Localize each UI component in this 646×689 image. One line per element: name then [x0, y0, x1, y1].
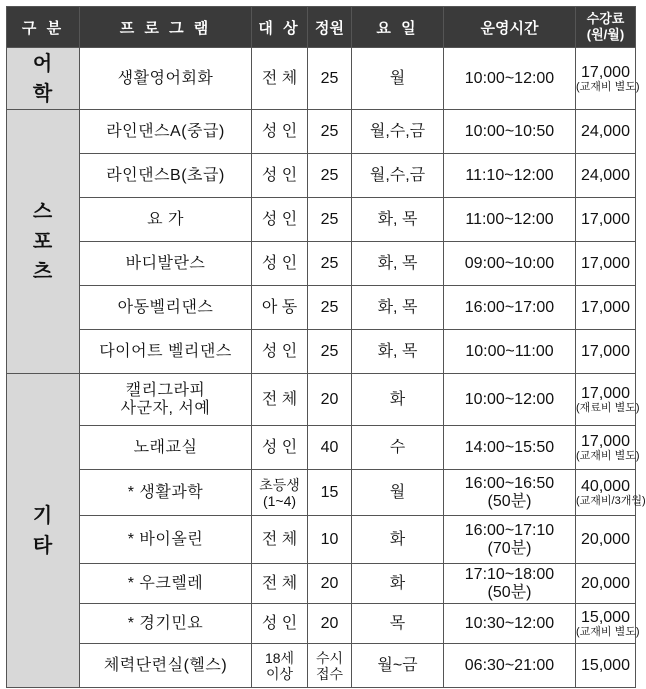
- program-cell: [80, 564, 252, 604]
- days-cell: 월~금: [352, 644, 444, 688]
- days-cell: 월: [352, 470, 444, 516]
- program-line: 아동벨리댄스: [117, 298, 214, 316]
- program-cell: [80, 644, 252, 688]
- fee-note: (교재비 별도): [576, 626, 640, 638]
- table-row: [7, 330, 636, 374]
- days-cell: 목: [352, 604, 444, 644]
- fee-note: (교재비/3개월): [576, 495, 646, 507]
- hours-line: 16:00~17:10: [464, 521, 555, 539]
- days-cell: 화, 목: [352, 286, 444, 330]
- capacity-line: 25: [320, 254, 339, 272]
- header-row: [7, 7, 636, 48]
- target-cell: [252, 470, 308, 516]
- capacity-line: 25: [320, 298, 339, 316]
- fee-cell: [576, 604, 640, 644]
- target-cell: [252, 110, 308, 154]
- hours-cell: [444, 330, 576, 374]
- days-cell: 화, 목: [352, 330, 444, 374]
- capacity-cell: [308, 330, 352, 374]
- target-cell: [252, 286, 308, 330]
- program-cell: [80, 470, 252, 516]
- capacity-line: 25: [320, 122, 339, 140]
- header-fee-line2: (원/월): [586, 27, 625, 42]
- category-char: 츠: [32, 260, 54, 283]
- capacity-cell: [308, 564, 352, 604]
- fee-cell: [576, 564, 636, 604]
- fee-amount: 17,000: [581, 255, 630, 272]
- table-row: [7, 374, 636, 426]
- hours-cell: [444, 516, 576, 564]
- capacity-cell: [308, 198, 352, 242]
- category-cell-sports: [7, 110, 80, 374]
- capacity-cell: [308, 426, 352, 470]
- days-cell: 화: [352, 516, 444, 564]
- table-row: [7, 154, 636, 198]
- days-cell: 월,수,금: [352, 154, 444, 198]
- capacity-line: 25: [320, 166, 339, 184]
- program-cell: [80, 426, 252, 470]
- program-cell: [80, 110, 252, 154]
- target-line: 18세: [264, 649, 295, 666]
- category-char: 학: [32, 82, 54, 105]
- program-line: 바디발란스: [125, 254, 206, 272]
- capacity-line: 10: [320, 530, 339, 548]
- header-hours: 운영시간: [444, 7, 576, 48]
- fee-amount: 20,000: [581, 575, 630, 592]
- capacity-cell: [308, 242, 352, 286]
- target-cell: [252, 604, 308, 644]
- hours-line: 14:00~15:50: [464, 438, 555, 456]
- program-line: 노래교실: [133, 438, 198, 456]
- target-line: (1~4): [262, 492, 297, 509]
- capacity-line: 15: [320, 483, 339, 501]
- days-cell: 화: [352, 564, 444, 604]
- days-cell: 수: [352, 426, 444, 470]
- target-line: 초등생: [259, 476, 300, 493]
- table-row: [7, 48, 636, 110]
- target-line: 성 인: [261, 122, 298, 140]
- fee-cell: [576, 286, 636, 330]
- program-line: 다이어트 벨리댄스: [99, 342, 232, 360]
- hours-cell: [444, 48, 576, 110]
- hours-line: 09:00~10:00: [464, 254, 555, 272]
- table-row: [7, 242, 636, 286]
- target-line: 성 인: [261, 166, 298, 184]
- hours-cell: [444, 374, 576, 426]
- capacity-line: 20: [320, 574, 339, 592]
- program-cell: [80, 48, 252, 110]
- hours-line: (50분): [487, 492, 532, 510]
- program-cell: [80, 242, 252, 286]
- target-cell: [252, 374, 308, 426]
- hours-cell: [444, 564, 576, 604]
- program-line: * 생활과학: [127, 483, 204, 501]
- fee-cell: [576, 374, 640, 426]
- program-line: 라인댄스B(초급): [106, 166, 225, 184]
- capacity-cell: [308, 516, 352, 564]
- hours-cell: [444, 242, 576, 286]
- target-line: 성 인: [261, 614, 298, 632]
- category-cell-other: [7, 374, 80, 688]
- program-cell: [80, 286, 252, 330]
- fee-amount: 15,000: [581, 609, 630, 626]
- program-line: 캘리그라피: [125, 381, 206, 399]
- hours-cell: [444, 110, 576, 154]
- program-line: 생활영어회화: [117, 69, 214, 87]
- program-cell: [80, 374, 252, 426]
- capacity-cell: [308, 644, 352, 688]
- table-row: [7, 426, 636, 470]
- header-program: 프 로 그 램: [80, 7, 252, 48]
- target-line: 성 인: [261, 438, 298, 456]
- table-body: [7, 48, 646, 688]
- header-target: 대 상: [252, 7, 308, 48]
- hours-line: (70분): [487, 539, 532, 557]
- fee-cell: [576, 330, 636, 374]
- target-cell: [252, 644, 308, 688]
- program-table: [6, 6, 646, 688]
- capacity-line: 25: [320, 69, 339, 87]
- target-cell: [252, 198, 308, 242]
- days-cell: 월,수,금: [352, 110, 444, 154]
- program-cell: [80, 604, 252, 644]
- hours-cell: [444, 286, 576, 330]
- program-line: 체력단련실(헬스): [103, 656, 228, 674]
- days-cell: 화, 목: [352, 198, 444, 242]
- capacity-line: 20: [320, 614, 339, 632]
- capacity-cell: [308, 110, 352, 154]
- fee-note: (교재비 별도): [576, 450, 640, 462]
- hours-line: (50분): [487, 583, 532, 601]
- header-capacity: 정원: [308, 7, 352, 48]
- fee-cell: [576, 154, 636, 198]
- program-line: * 경기민요: [127, 614, 204, 632]
- days-cell: 월: [352, 48, 444, 110]
- category-char: 어: [32, 52, 54, 75]
- capacity-line: 25: [320, 342, 339, 360]
- target-line: 전 체: [261, 69, 298, 87]
- target-cell: [252, 330, 308, 374]
- target-line: 성 인: [261, 342, 298, 360]
- hours-cell: [444, 154, 576, 198]
- table-row: [7, 604, 636, 644]
- category-char: 타: [32, 534, 54, 557]
- fee-cell: [576, 516, 636, 564]
- program-cell: [80, 516, 252, 564]
- capacity-line: 수시: [315, 649, 344, 666]
- days-cell: 화: [352, 374, 444, 426]
- hours-line: 10:00~12:00: [464, 69, 555, 87]
- program-cell: [80, 198, 252, 242]
- target-line: 성 인: [261, 254, 298, 272]
- capacity-cell: [308, 374, 352, 426]
- target-line: 전 체: [261, 530, 298, 548]
- capacity-line: 40: [320, 438, 339, 456]
- hours-cell: [444, 604, 576, 644]
- table-row: [7, 198, 636, 242]
- hours-cell: [444, 644, 576, 688]
- fee-cell: [576, 242, 636, 286]
- capacity-cell: [308, 604, 352, 644]
- fee-amount: 17,000: [581, 64, 630, 81]
- target-cell: [252, 48, 308, 110]
- program-cell: [80, 330, 252, 374]
- fee-cell: [576, 470, 646, 516]
- fee-amount: 17,000: [581, 211, 630, 228]
- fee-cell: [576, 644, 636, 688]
- fee-cell: [576, 198, 636, 242]
- hours-line: 06:30~21:00: [464, 656, 555, 674]
- program-cell: [80, 154, 252, 198]
- table-row: [7, 470, 636, 516]
- hours-line: 16:00~17:00: [464, 298, 555, 316]
- table-row: [7, 286, 636, 330]
- fee-cell: [576, 110, 636, 154]
- fee-amount: 17,000: [581, 299, 630, 316]
- capacity-cell: [308, 286, 352, 330]
- fee-amount: 24,000: [581, 123, 630, 140]
- capacity-line: 25: [320, 210, 339, 228]
- capacity-cell: [308, 154, 352, 198]
- category-char: 포: [32, 230, 54, 253]
- target-line: 성 인: [261, 210, 298, 228]
- program-schedule-page: [6, 6, 646, 683]
- target-cell: [252, 516, 308, 564]
- hours-cell: [444, 198, 576, 242]
- hours-line: 10:00~11:00: [465, 342, 554, 360]
- hours-cell: [444, 470, 576, 516]
- category-char: 스: [32, 200, 54, 223]
- fee-amount: 17,000: [581, 433, 630, 450]
- target-line: 이상: [265, 665, 294, 682]
- hours-line: 11:00~12:00: [465, 210, 554, 228]
- header-fee-line1: 수강료: [586, 11, 625, 26]
- program-line: * 우크렐레: [127, 574, 204, 592]
- table-row: [7, 110, 636, 154]
- target-cell: [252, 564, 308, 604]
- target-line: 아 동: [261, 298, 298, 316]
- capacity-line: 접수: [315, 665, 344, 682]
- fee-amount: 24,000: [581, 167, 630, 184]
- hours-line: 10:00~10:50: [464, 122, 555, 140]
- target-cell: [252, 154, 308, 198]
- target-line: 전 체: [261, 390, 298, 408]
- fee-amount: 20,000: [581, 531, 630, 548]
- program-line: 라인댄스A(중급): [106, 122, 225, 140]
- days-cell: 화, 목: [352, 242, 444, 286]
- hours-line: 10:30~12:00: [464, 614, 555, 632]
- capacity-cell: [308, 48, 352, 110]
- capacity-line: 20: [320, 390, 339, 408]
- hours-line: 11:10~12:00: [465, 166, 554, 184]
- header-days: 요 일: [352, 7, 444, 48]
- program-line: 요 가: [147, 210, 184, 228]
- fee-amount: 17,000: [581, 343, 630, 360]
- table-row: [7, 644, 636, 688]
- program-line: * 바이올린: [127, 530, 204, 548]
- category-char: 기: [32, 504, 54, 527]
- table-row: [7, 564, 636, 604]
- fee-amount: 15,000: [581, 657, 630, 674]
- table-row: [7, 516, 636, 564]
- fee-amount: 40,000: [581, 478, 630, 495]
- fee-note: (교재비 별도): [576, 81, 640, 93]
- fee-cell: [576, 426, 640, 470]
- hours-cell: [444, 426, 576, 470]
- category-cell-language: [7, 48, 80, 110]
- hours-line: 17:10~18:00: [464, 565, 555, 583]
- target-cell: [252, 242, 308, 286]
- target-cell: [252, 426, 308, 470]
- fee-amount: 17,000: [581, 385, 630, 402]
- fee-note: (재료비 별도): [576, 402, 640, 414]
- header-fee: [576, 7, 636, 48]
- program-line: 사군자, 서예: [120, 399, 211, 417]
- fee-cell: [576, 48, 640, 110]
- hours-line: 10:00~12:00: [464, 390, 555, 408]
- capacity-cell: [308, 470, 352, 516]
- header-category: 구 분: [7, 7, 80, 48]
- target-line: 전 체: [261, 574, 298, 592]
- hours-line: 16:00~16:50: [464, 474, 555, 492]
